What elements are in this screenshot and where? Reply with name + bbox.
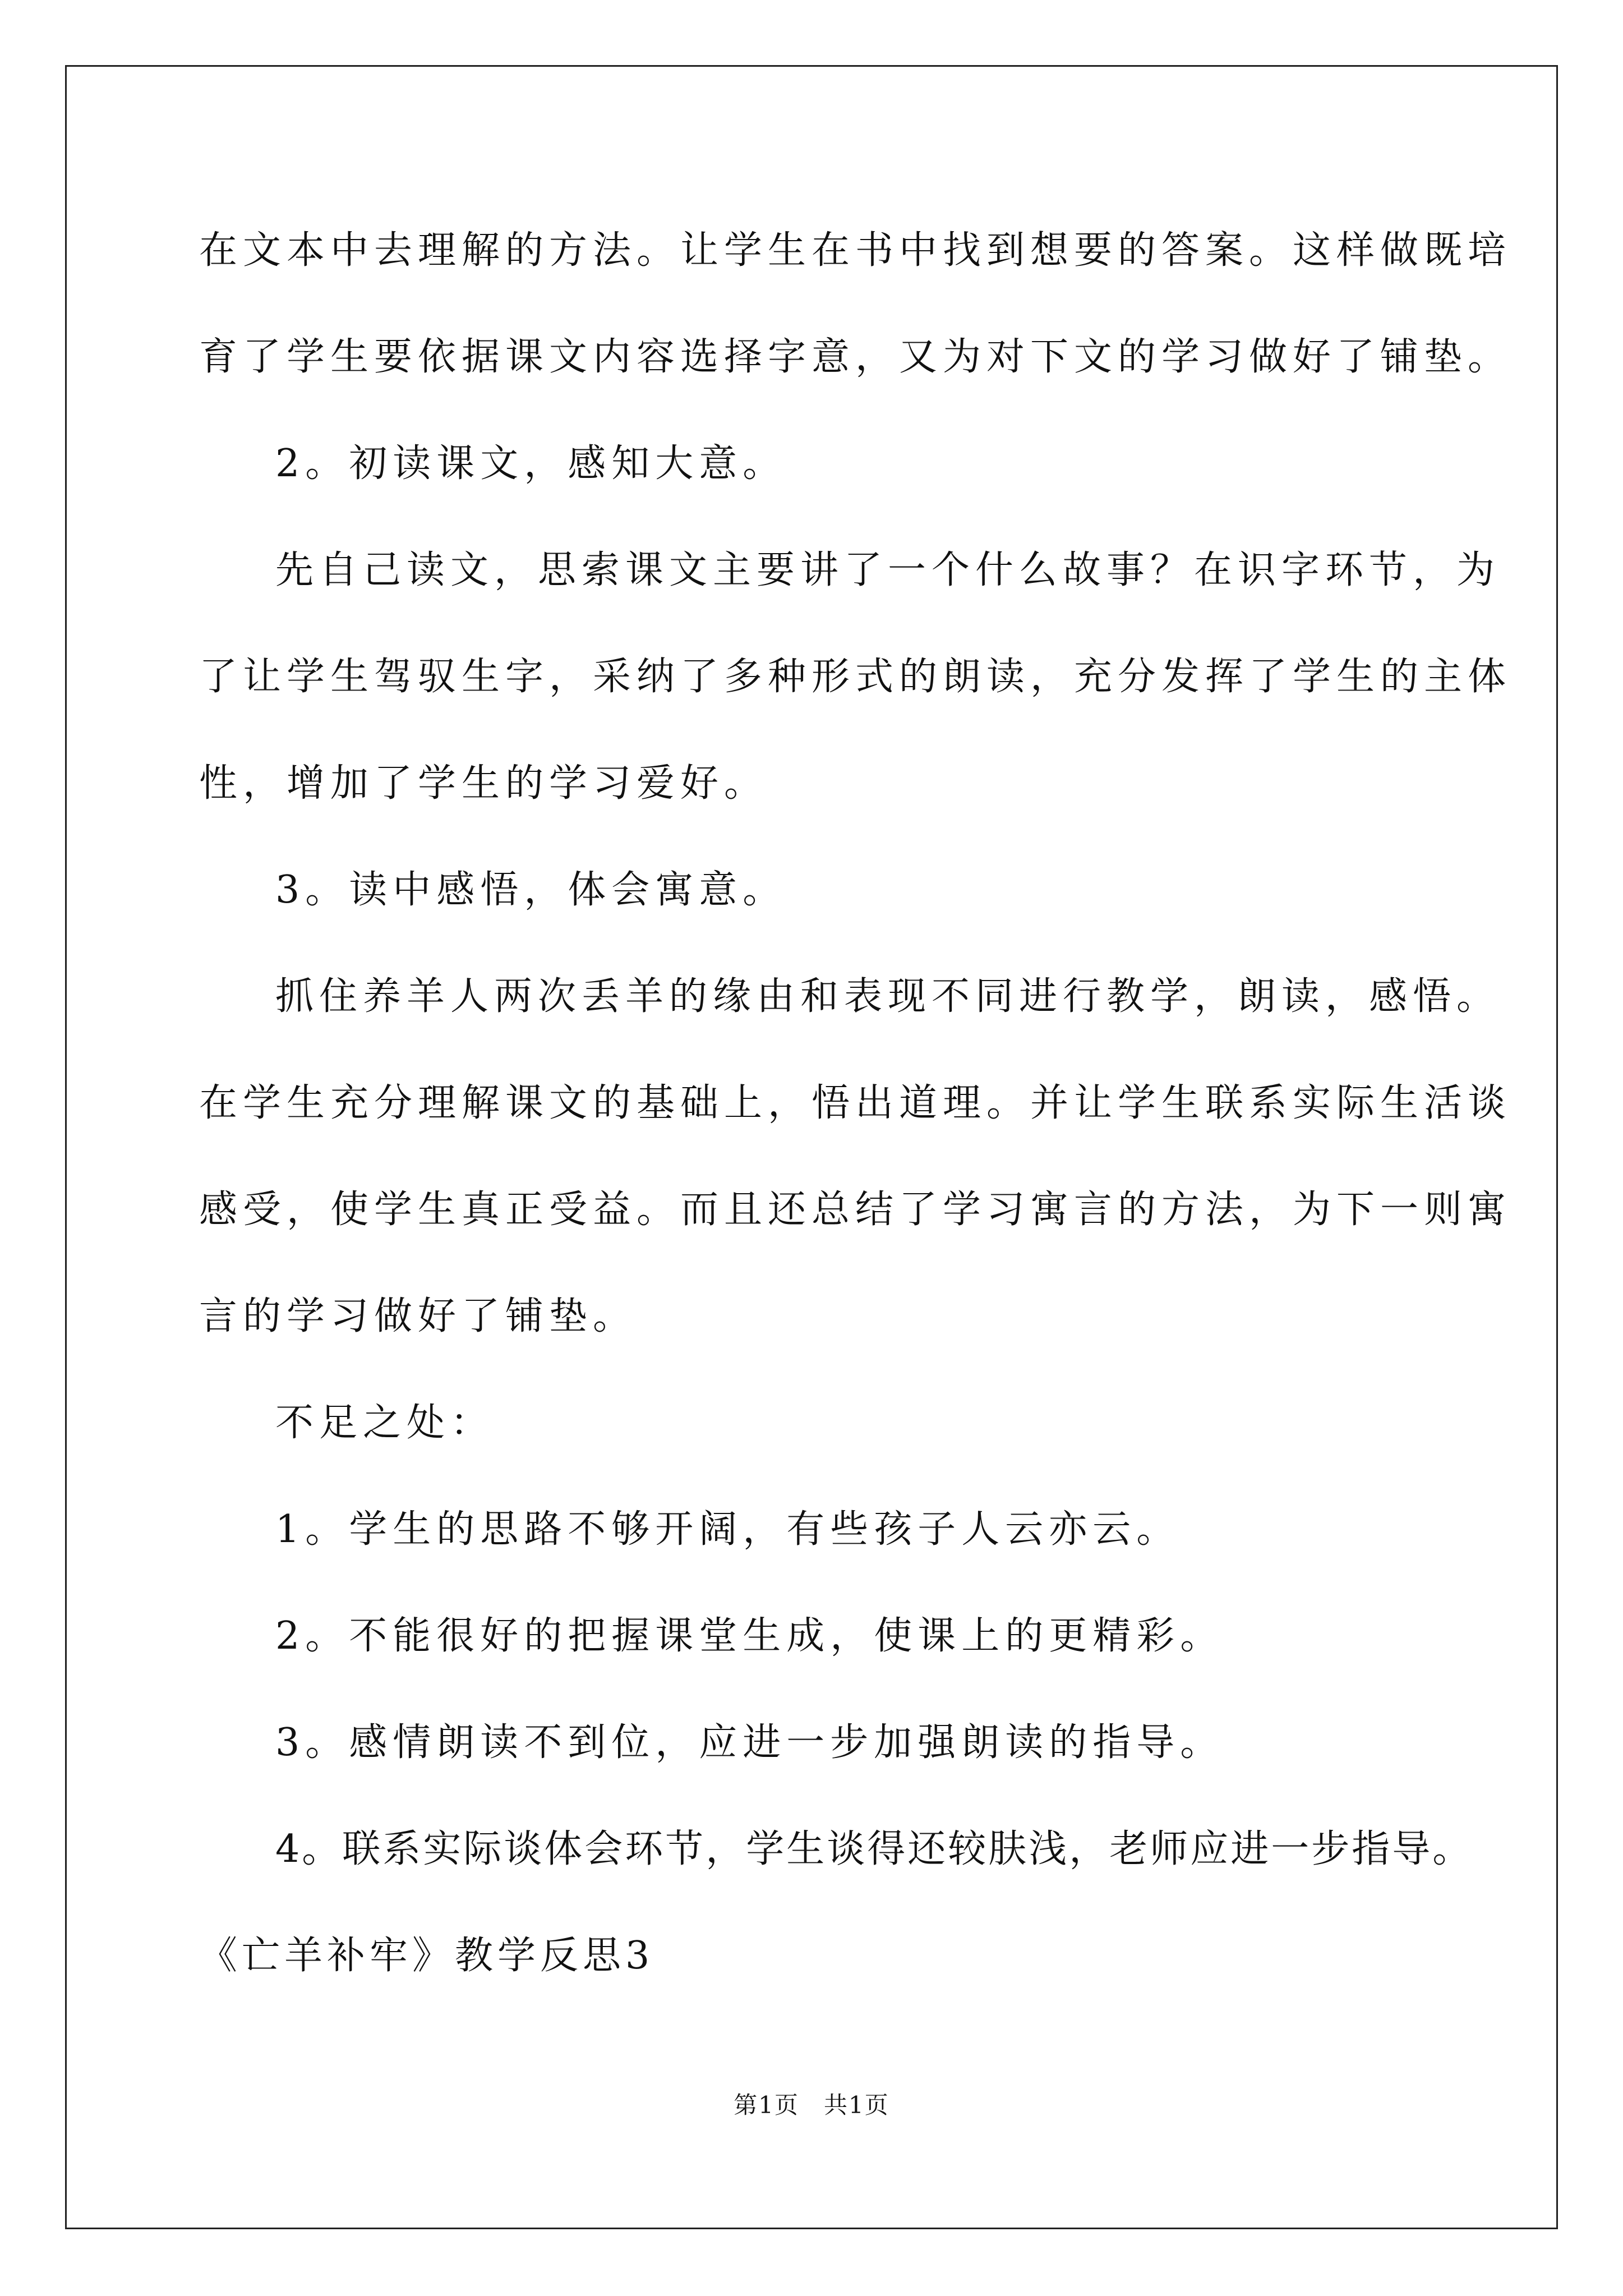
text-line: 言的学习做好了铺垫。 bbox=[199, 1294, 637, 1338]
text-line: 不足之处： bbox=[275, 1401, 495, 1445]
text-line: 先自己读文，思索课文主要讲了一个什么故事？在识字环节，为 bbox=[275, 548, 1501, 592]
text-line: 3。感情朗读不到位，应进一步加强朗读的指导。 bbox=[275, 1720, 1224, 1765]
section-title: 《亡羊补牢》教学反思3 bbox=[199, 1934, 654, 1978]
text-line: 在文本中去理解的方法。让学生在书中找到想要的答案。这样做既培 bbox=[199, 228, 1512, 273]
text-line: 育了学生要依据课文内容选择字意，又为对下文的学习做好了铺垫。 bbox=[199, 335, 1512, 379]
text-line: 2。初读课文，感知大意。 bbox=[275, 441, 787, 486]
text-line: 性，增加了学生的学习爱好。 bbox=[199, 761, 768, 806]
text-line: 2。不能很好的把握课堂生成，使课上的更精彩。 bbox=[275, 1614, 1224, 1658]
text-line: 了让学生驾驭生字，采纳了多种形式的朗读，充分发挥了学生的主体 bbox=[199, 655, 1512, 699]
text-line: 在学生充分理解课文的基础上，悟出道理。并让学生联系实际生活谈 bbox=[199, 1081, 1512, 1125]
page-number: 第1页 共1页 bbox=[734, 2091, 889, 2119]
document-body bbox=[199, 223, 1512, 2035]
text-line: 1。学生的思路不够开阔，有些孩子人云亦云。 bbox=[275, 1507, 1181, 1552]
text-line: 4。联系实际谈体会环节，学生谈得还较肤浅，老师应进一步指导。 bbox=[275, 1827, 1473, 1871]
text-line: 抓住养羊人两次丢羊的缘由和表现不同进行教学，朗读，感悟。 bbox=[275, 974, 1501, 1019]
text-line: 感受，使学生真正受益。而且还总结了学习寓言的方法，为下一则寓 bbox=[199, 1188, 1512, 1232]
text-line: 3。读中感悟，体会寓意。 bbox=[275, 868, 787, 912]
